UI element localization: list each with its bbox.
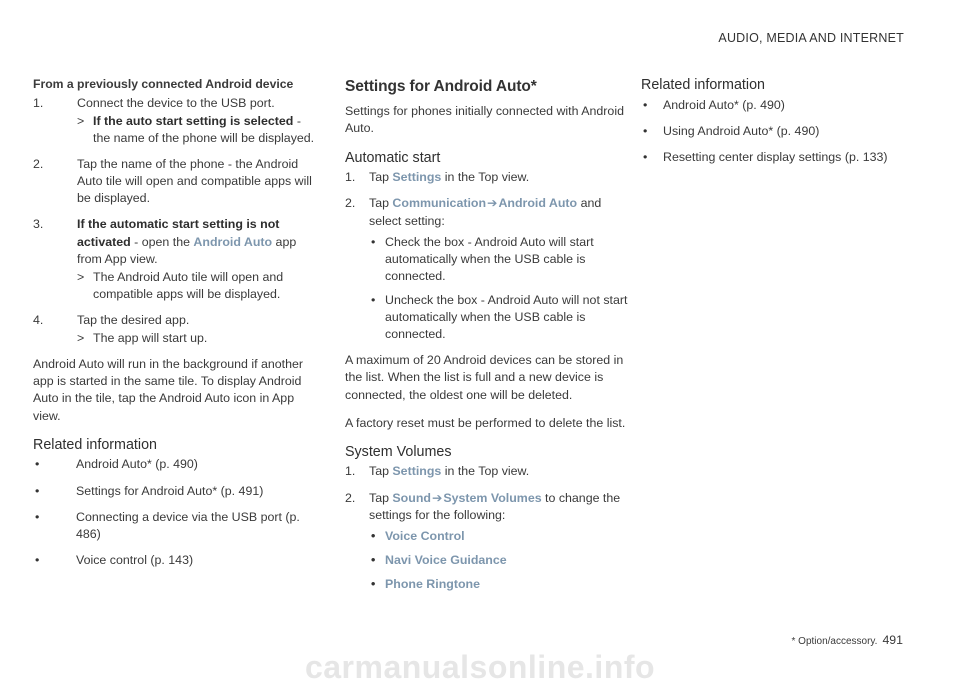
navi-voice-guidance-option[interactable]: • Navi Voice Guidance bbox=[369, 552, 630, 569]
step-result: > The app will start up. bbox=[77, 330, 318, 347]
reset-note: A factory reset must be performed to delete the list. bbox=[345, 415, 626, 430]
result-arrow-icon: > bbox=[77, 113, 85, 128]
step-result: > The Android Auto tile will open and compatible apps will be displayed. bbox=[77, 269, 284, 301]
related-list bbox=[33, 456, 318, 569]
system-volumes-link[interactable]: System Volumes bbox=[443, 490, 542, 505]
automatic-start-heading: Automatic start bbox=[345, 149, 441, 166]
column-1 bbox=[33, 76, 318, 580]
page-title: Settings for Android Auto* bbox=[345, 78, 537, 95]
result-arrow-icon: > bbox=[77, 331, 85, 346]
column-2 bbox=[345, 76, 630, 602]
related-link[interactable]: • Android Auto* (p. 490) bbox=[641, 97, 926, 114]
watermark: carmanualsonline.info bbox=[304, 649, 656, 685]
page-number: 491 bbox=[882, 633, 903, 647]
related-link[interactable]: • Settings for Android Auto* (p. 491) bbox=[33, 483, 318, 500]
section-header: AUDIO, MEDIA AND INTERNET bbox=[718, 31, 904, 45]
auto-step-1: 1. Tap Settings in the Top view. bbox=[345, 170, 530, 185]
related-link[interactable]: • Voice control (p. 143) bbox=[33, 552, 318, 569]
voice-control-option[interactable]: • Voice Control bbox=[369, 528, 630, 545]
android-auto-link[interactable]: Android Auto bbox=[498, 196, 578, 211]
column-3 bbox=[641, 76, 926, 177]
footnote: * Option/accessory. bbox=[791, 636, 878, 647]
subsection-title: From a previously connected Android device bbox=[33, 77, 294, 91]
intro-text: Settings for phones initially connected with Android Auto. bbox=[345, 104, 624, 136]
related-link[interactable]: • Android Auto* (p. 490) bbox=[33, 456, 318, 473]
arrow-right-icon: ➔ bbox=[431, 490, 443, 505]
step-result: > If the auto start setting is selected - the name of the phone will be displayed. bbox=[77, 113, 315, 146]
result-arrow-icon: > bbox=[77, 269, 85, 284]
option-item: • Check the box - Android Auto will start automatically when the USB cable is connected. bbox=[369, 234, 630, 285]
android-auto-link[interactable]: Android Auto bbox=[193, 234, 273, 249]
settings-link[interactable]: Settings bbox=[392, 170, 442, 185]
vol-step-2: 2. Tap Sound➔System Volumes to change the settings for the following: • Voice Control • Navi Voice Guidance • Phone Ringtone bbox=[345, 490, 630, 594]
auto-step-2: 2. Tap Communication➔Android Auto and select setting: • Check the box - Android Auto will start automatically when the USB cable is connected. • Uncheck the box - Android Auto will not start automatically when the USB cable is connected. bbox=[345, 195, 630, 343]
sound-link[interactable]: Sound bbox=[392, 490, 431, 505]
communication-link[interactable]: Communication bbox=[392, 196, 487, 211]
storage-note: A maximum of 20 Android devices can be stored in the list. When the list is full and a new device is connected, the oldest one will be deleted. bbox=[345, 353, 624, 402]
related-link[interactable]: • Resetting center display settings (p. 133) bbox=[641, 149, 926, 166]
background-note: Android Auto will run in the background if another app is started in the same tile. To display Android Auto in the tile, tap the Android Auto icon in App view. bbox=[33, 357, 304, 423]
settings-link[interactable]: Settings bbox=[392, 464, 442, 479]
related-heading: Related information bbox=[33, 436, 157, 453]
option-list bbox=[369, 234, 630, 344]
step-2: 2. Tap the name of the phone - the Android Auto tile will open and compatible apps will be displayed. bbox=[33, 157, 312, 206]
related-link[interactable]: • Connecting a device via the USB port (p. 486) bbox=[33, 509, 318, 543]
step-1: 1. Connect the device to the USB port. > If the auto start setting is selected - the name of the phone will be displayed. bbox=[33, 95, 318, 147]
related-link[interactable]: • Using Android Auto* (p. 490) bbox=[641, 123, 926, 140]
volume-option-list bbox=[369, 528, 630, 593]
related-heading: Related information bbox=[641, 77, 765, 93]
step-4: 4. Tap the desired app. > The app will start up. bbox=[33, 312, 318, 347]
system-volumes-heading: System Volumes bbox=[345, 443, 452, 460]
vol-step-1: 1. Tap Settings in the Top view. bbox=[345, 464, 530, 479]
option-item: • Uncheck the box - Android Auto will not start automatically when the USB cable is connected. bbox=[369, 292, 630, 343]
step-3: 3. If the automatic start setting is not activated - open the Android Auto app from App view. > The Android Auto tile will open and compatible apps will be displayed. bbox=[33, 216, 318, 303]
related-list bbox=[641, 97, 926, 166]
arrow-right-icon: ➔ bbox=[487, 196, 498, 211]
phone-ringtone-option[interactable]: • Phone Ringtone bbox=[369, 576, 630, 593]
